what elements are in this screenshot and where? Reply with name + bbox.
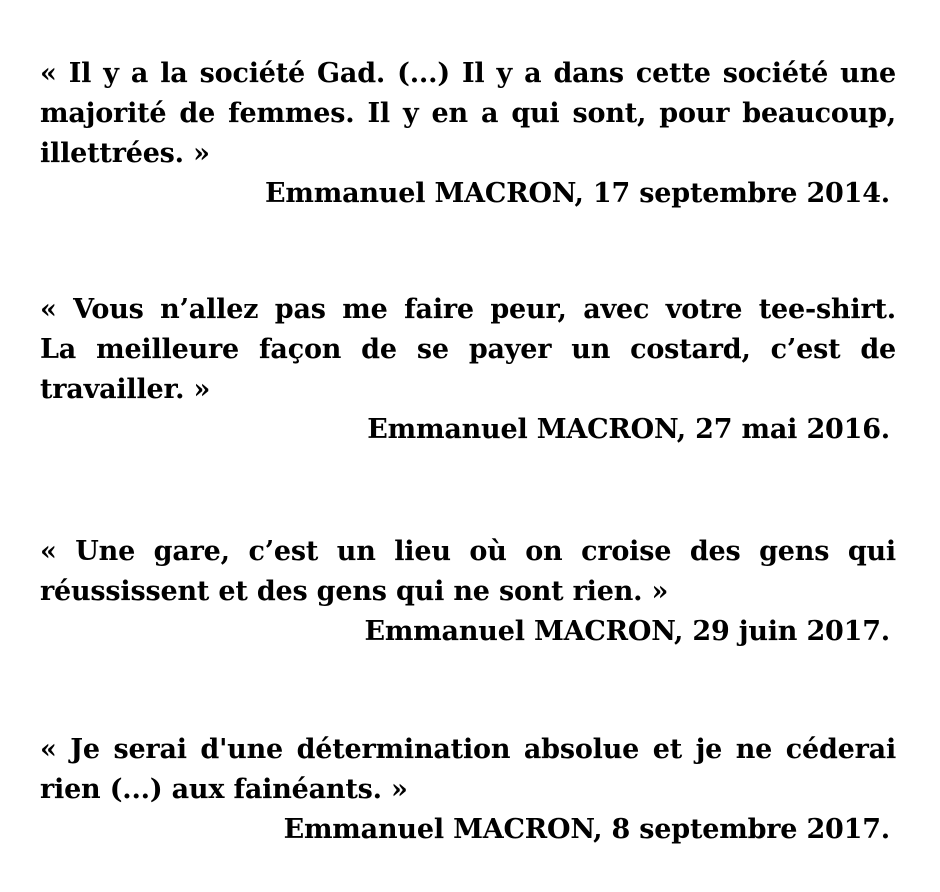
- quote-line: « Une gare, c’est un lieu où on croise des gens qui: [40, 536, 896, 567]
- quote-line: majorité de femmes. Il y en a qui sont, pour beaucoup,: [40, 98, 896, 129]
- quote-block-4: [40, 730, 896, 850]
- quote-line: réussissent et des gens qui ne sont rien. »: [40, 576, 669, 607]
- quote-block-1: [40, 54, 896, 214]
- quote-line: « Je serai d'une détermination absolue et je ne céderai: [40, 734, 896, 765]
- quote-line: « Vous n’allez pas me faire peur, avec votre tee-shirt.: [40, 294, 896, 325]
- quote-line: La meilleure façon de se payer un costard, c’est de: [40, 334, 896, 365]
- quote-line: travailler. »: [40, 374, 211, 405]
- quote-line: « Il y a la société Gad. (...) Il y a dans cette société une: [40, 58, 896, 89]
- quote-attribution: Emmanuel MACRON, 8 septembre 2017.: [283, 814, 890, 845]
- quote-attribution: Emmanuel MACRON, 17 septembre 2014.: [264, 178, 890, 209]
- quote-attribution: Emmanuel MACRON, 29 juin 2017.: [364, 616, 890, 647]
- quote-attribution: Emmanuel MACRON, 27 mai 2016.: [367, 414, 890, 445]
- quote-line: rien (...) aux fainéants. »: [40, 774, 408, 805]
- quote-block-2: [40, 290, 896, 450]
- quote-block-3: [40, 532, 896, 652]
- quote-line: illettrées. »: [40, 138, 210, 169]
